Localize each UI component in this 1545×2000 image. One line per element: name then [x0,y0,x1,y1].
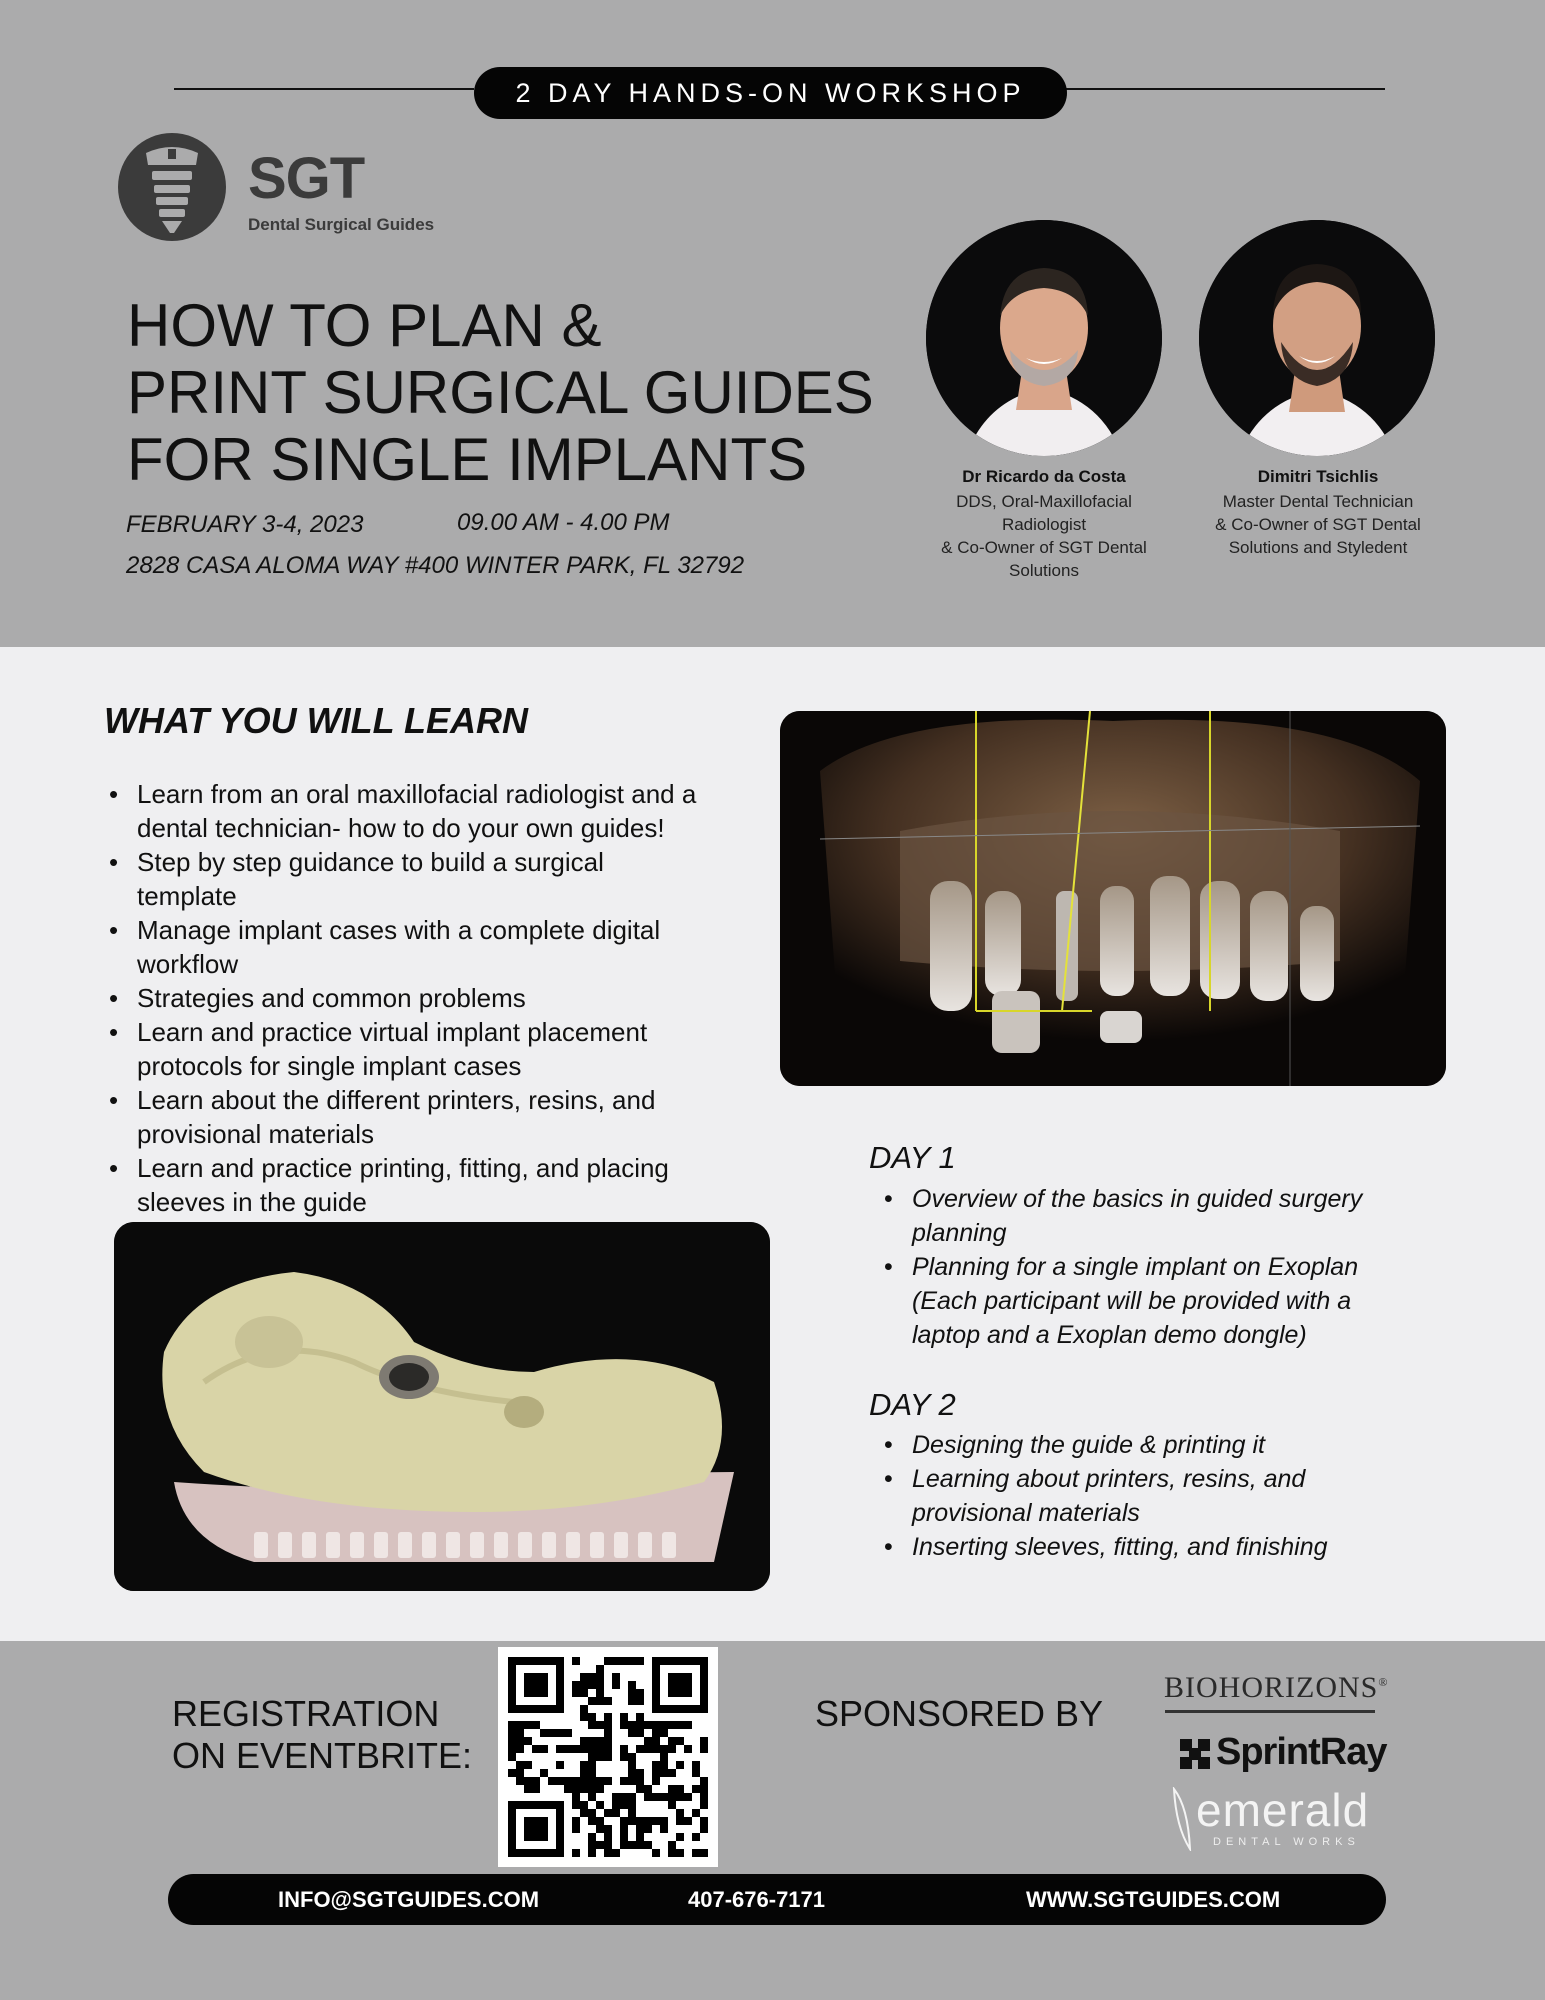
qr-code-icon [508,1657,708,1857]
guide-illustration [114,1222,770,1591]
cbct-scan-image [780,711,1446,1086]
speaker-role-line: Master Dental Technician [1222,492,1414,511]
speaker-role [914,490,1174,582]
registration-line: ON EVENTBRITE: [172,1735,473,1776]
event-address: 2828 CASA ALOMA WAY #400 WINTER PARK, FL 32792 [126,552,745,579]
sponsored-by-label: SPONSORED BY [815,1693,1104,1734]
day1-heading: DAY 1 [869,1140,956,1175]
sprintray-logo: SprintRay [1216,1731,1387,1773]
speaker-role [1188,490,1448,559]
speaker-name: Dr Ricardo da Costa [962,467,1126,486]
scan-illustration [780,711,1446,1086]
speaker-role-line: Solutions and Styledent [1228,538,1408,557]
footer-section [0,1641,1545,2000]
speaker-photo-ricardo [926,220,1162,456]
contact-phone[interactable]: 407-676-7171 [688,1887,826,1912]
learn-heading: WHAT YOU WILL LEARN [104,700,528,741]
speaker-portrait [926,220,1162,456]
emerald-logo: emerald [1196,1784,1370,1836]
title-line: PRINT SURGICAL GUIDES [127,359,874,426]
biohorizons-underline [1165,1710,1375,1713]
registration-line: REGISTRATION [172,1693,440,1734]
list-item: • Planning for a single implant on Exoplan (Each participant will be provided with a laptop and a Exoplan demo dongle) [912,1250,1452,1352]
content-section [0,647,1545,1641]
list-item: • Learn from an oral maxillofacial radiologist and a dental technician- how to do your own guides! [137,777,777,845]
day1-list [912,1182,1452,1352]
contact-bar [168,1874,1386,1925]
contact-email[interactable]: INFO@SGTGUIDES.COM [278,1887,540,1912]
event-time: 09.00 AM - 4.00 PM [457,509,670,536]
speaker-photo-dimitri [1199,220,1435,456]
contact-website[interactable]: WWW.SGTGUIDES.COM [1026,1887,1281,1912]
logo-subtitle: Dental Surgical Guides [248,215,435,234]
surgical-guide-image [114,1222,770,1591]
list-item: • Overview of the basics in guided surgery planning [912,1182,1452,1250]
day2-list [912,1428,1452,1564]
speaker-portrait [1199,220,1435,456]
speaker-role-line: & Co-Owner of SGT Dental [1215,515,1421,534]
list-item: • Learning about printers, resins, and provisional materials [912,1462,1452,1530]
emerald-subtitle: DENTAL WORKS [1213,1836,1360,1848]
list-item: • Learn about the different printers, resins, and provisional materials [137,1083,777,1151]
list-item: • Inserting sleeves, fitting, and finishing [912,1530,1452,1564]
divider-right [1060,88,1385,90]
title-line: FOR SINGLE IMPLANTS [127,426,808,493]
speaker-role-line: & Co-Owner of SGT Dental [941,538,1147,557]
header-section [0,0,1545,647]
list-item: • Learn and practice virtual implant placement protocols for single implant cases [137,1015,777,1083]
eventbrite-qr-code[interactable] [498,1647,718,1867]
logo-name: SGT [248,146,365,211]
implant-logo-icon [116,131,228,243]
speaker-name: Dimitri Tsichlis [1257,467,1379,486]
emerald-leaf-icon [1168,1787,1198,1851]
list-item: • Manage implant cases with a complete digital workflow [137,913,777,981]
speaker-role-line: Radiologist [1001,515,1087,534]
biohorizons-logo: BIOHORIZONS® [1164,1671,1389,1704]
day2-heading: DAY 2 [869,1387,956,1422]
list-item: • Learn and practice printing, fitting, and placing sleeves in the guide [137,1151,777,1219]
workshop-badge: 2 DAY HANDS-ON WORKSHOP [474,67,1067,119]
list-item: • Strategies and common problems [137,981,777,1015]
speaker-role-line: DDS, Oral-Maxillofacial [956,492,1132,511]
learn-list [137,777,777,1219]
title-line: HOW TO PLAN & [127,292,602,359]
list-item: • Designing the guide & printing it [912,1428,1452,1462]
divider-left [174,88,474,90]
sgt-logo [116,131,476,246]
speaker-role-line: Solutions [1009,561,1079,580]
registration-label [172,1693,472,1777]
list-item: • Step by step guidance to build a surgical template [137,845,777,913]
event-date: FEBRUARY 3-4, 2023 [126,511,364,538]
page-title [127,292,927,493]
